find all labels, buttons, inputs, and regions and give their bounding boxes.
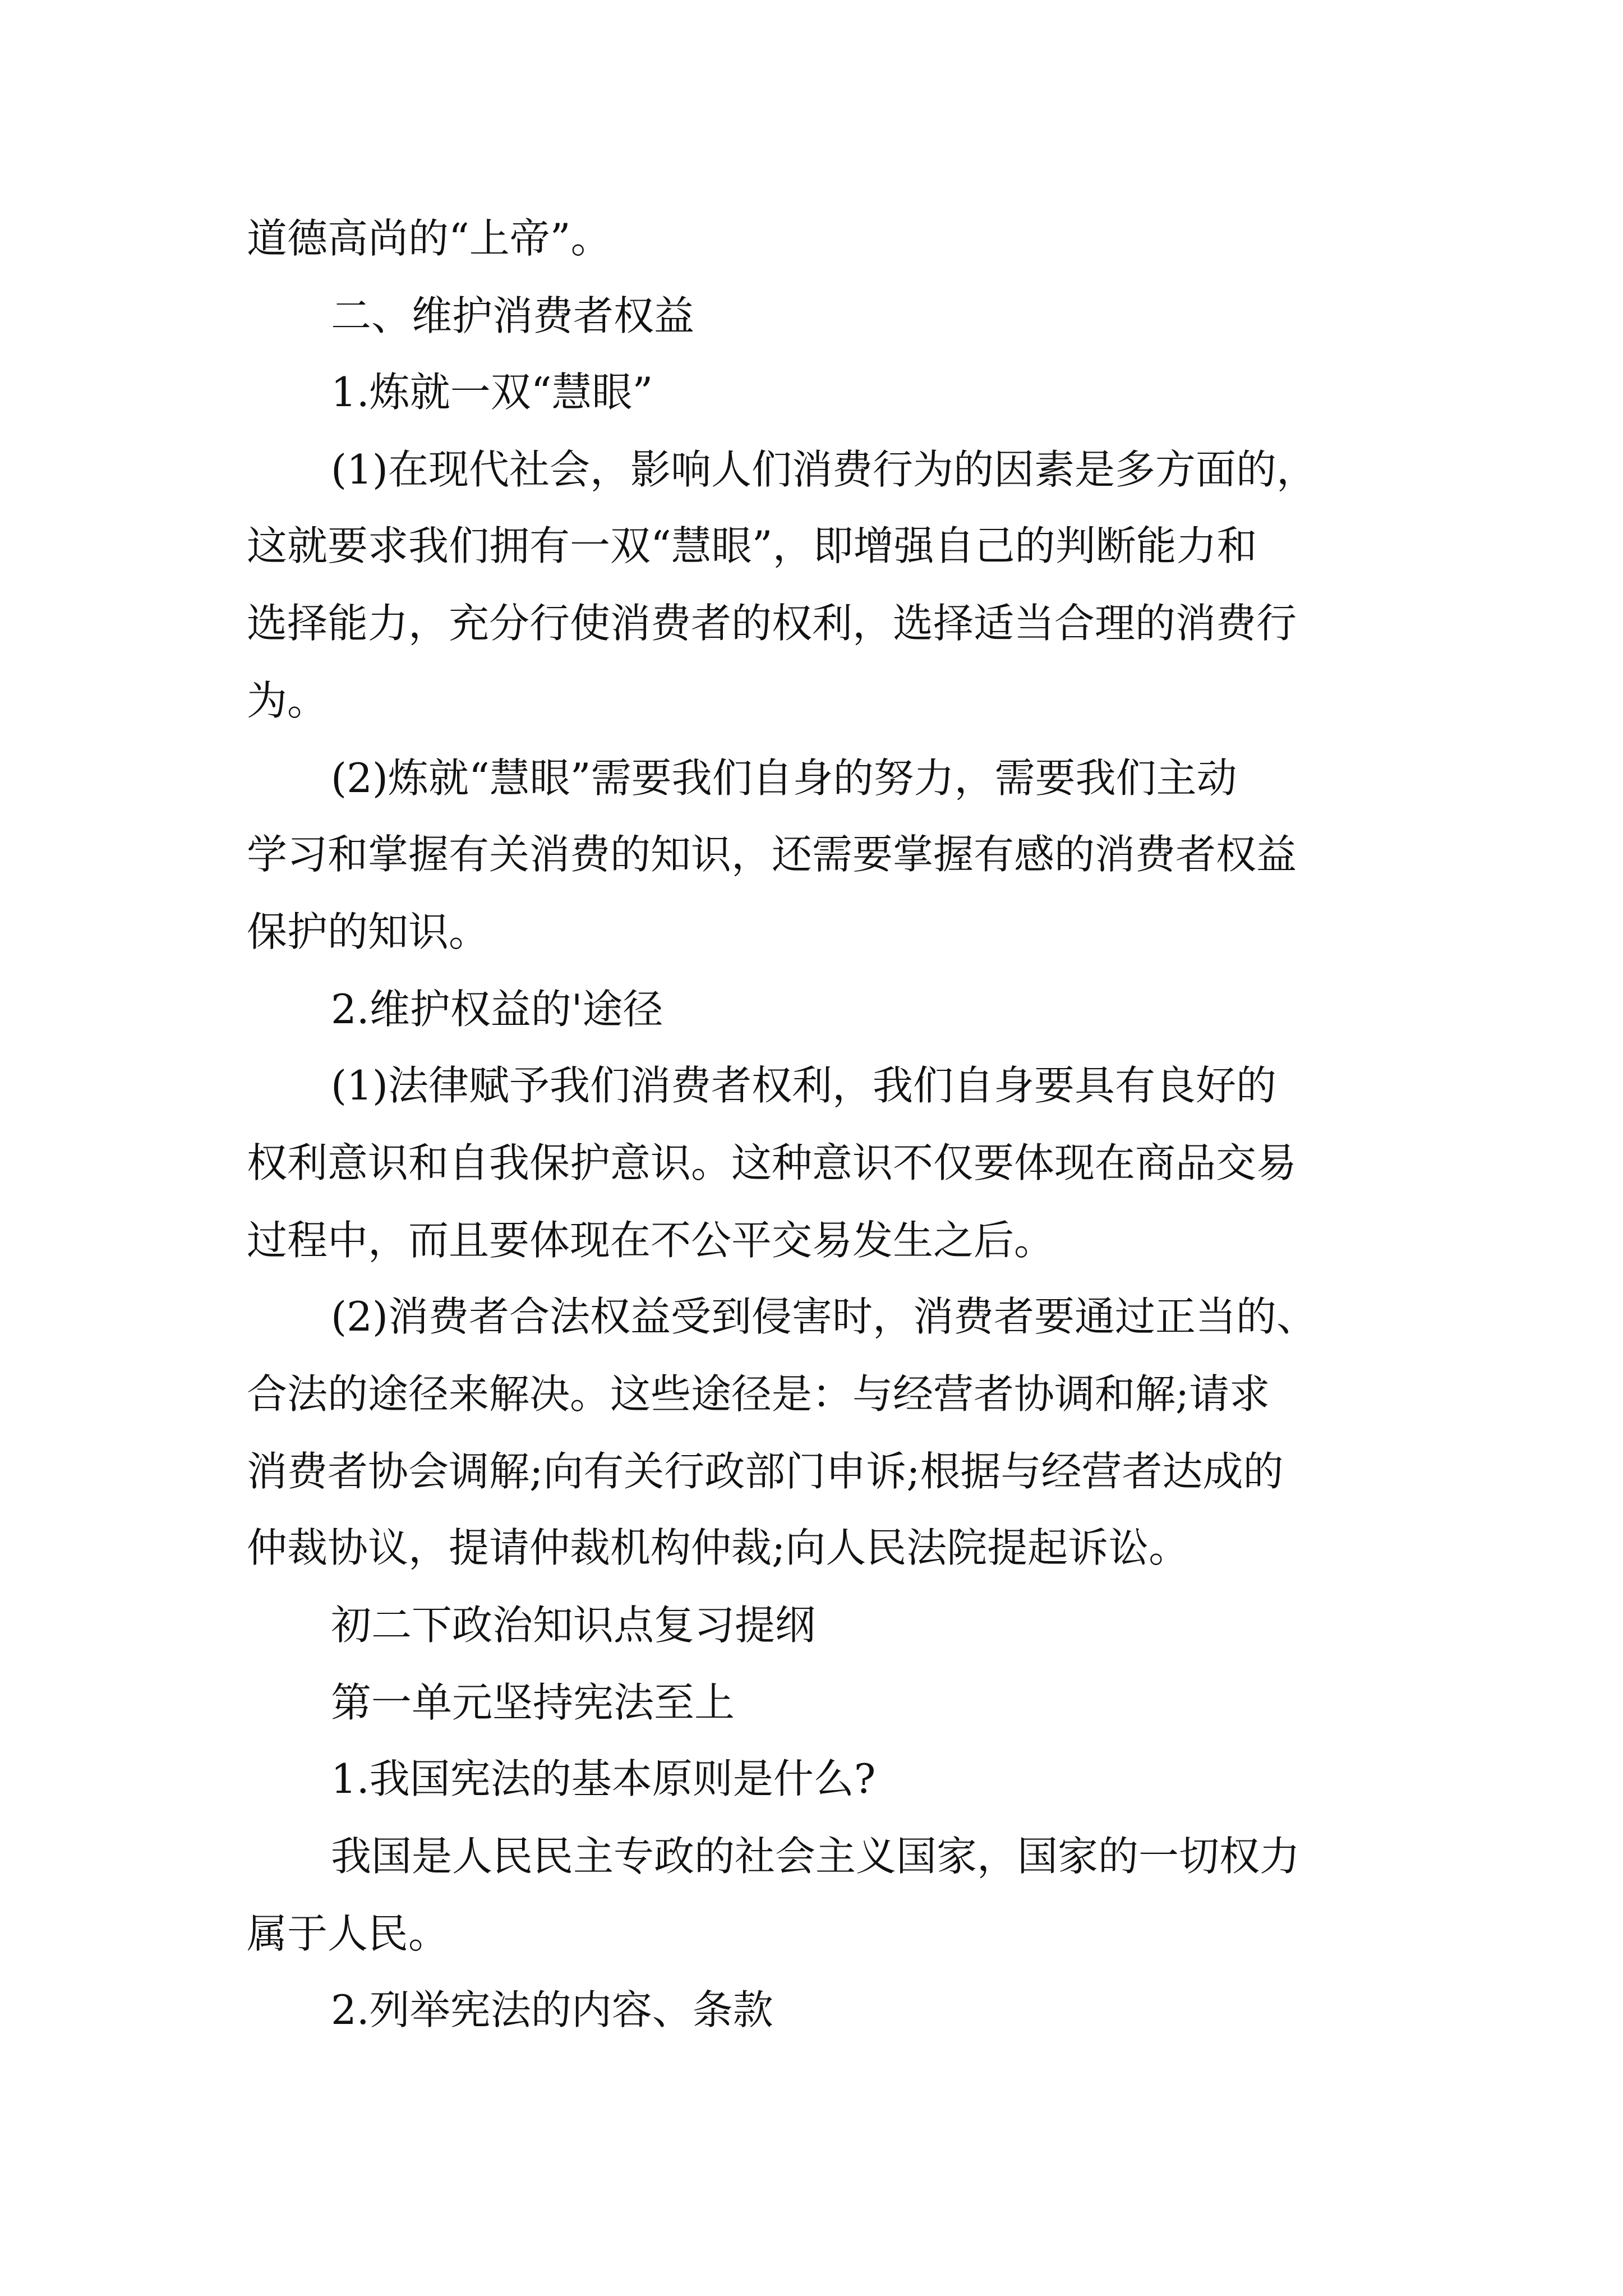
text-line: 权利意识和自我保护意识。这种意识不仅要体现在商品交易 — [247, 1139, 1297, 1186]
text-line: 为。 — [247, 677, 328, 724]
text-line: 学习和掌握有关消费的知识，还需要掌握有感的消费者权益 — [247, 831, 1297, 878]
subsection-heading: 1.炼就一双“慧眼” — [331, 369, 653, 416]
section-heading: 二、维护消费者权益 — [331, 292, 695, 339]
text-line: (1)法律赋予我们消费者权利，我们自身要具有良好的 — [331, 1062, 1276, 1109]
text-line: 过程中，而且要体现在不公平交易发生之后。 — [247, 1217, 1055, 1264]
question-heading: 1.我国宪法的基本原则是什么? — [331, 1755, 876, 1802]
text-line: (2)消费者合法权益受到侵害时，消费者要通过正当的、 — [331, 1293, 1317, 1340]
text-line: 保护的知识。 — [247, 908, 490, 955]
text-line: 属于人民。 — [247, 1910, 449, 1957]
subsection-heading: 2.维护权益的'途径 — [331, 986, 663, 1033]
text-line: 这就要求我们拥有一双“慧眼”，即增强自己的判断能力和 — [247, 522, 1257, 569]
text-line: 我国是人民民主专政的社会主义国家，国家的一切权力 — [331, 1833, 1301, 1880]
text-line: 合法的途径来解决。这些途径是：与经营者协调和解;请求 — [247, 1370, 1270, 1418]
section-heading: 第一单元坚持宪法至上 — [331, 1679, 735, 1726]
section-heading: 初二下政治知识点复习提纲 — [331, 1602, 816, 1649]
text-line: (1)在现代社会，影响人们消费行为的因素是多方面的， — [331, 446, 1317, 493]
question-heading: 2.列举宪法的内容、条款 — [331, 1986, 773, 2033]
text-line: 选择能力，充分行使消费者的权利，选择适当合理的消费行 — [247, 600, 1297, 647]
text-line: 仲裁协议，提请仲裁机构仲裁;向人民法院提起诉讼。 — [247, 1524, 1189, 1571]
text-line: 道德高尚的“上帝”。 — [247, 215, 611, 262]
text-line: 消费者协会调解;向有关行政部门申诉;根据与经营者达成的 — [247, 1448, 1284, 1495]
text-line: (2)炼就“慧眼”需要我们自身的努力，需要我们主动 — [331, 754, 1237, 802]
